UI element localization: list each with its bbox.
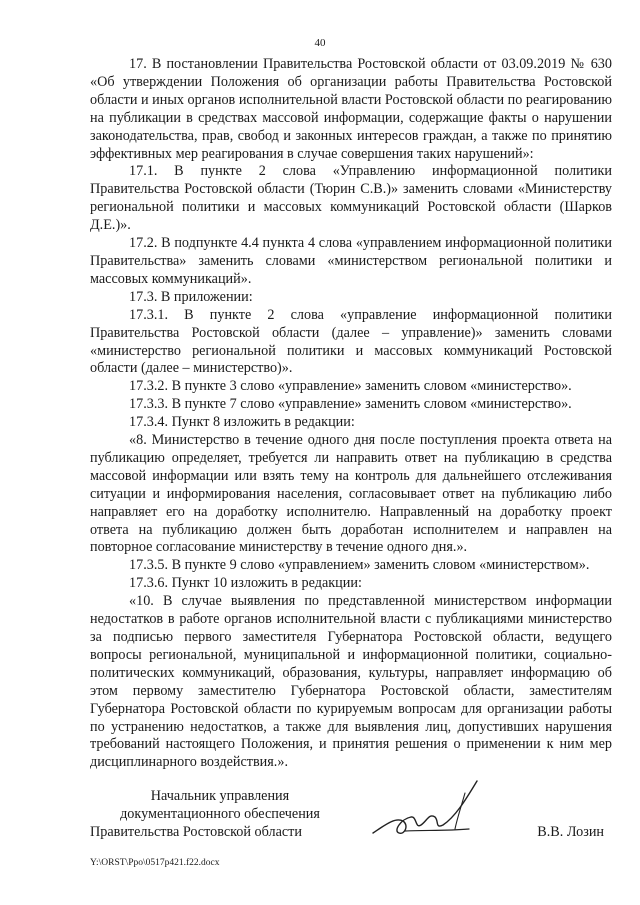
paragraph-17-1: 17.1. В пункте 2 слова «Управлению информационной политики Правительства Ростовской области (Тюрин С.В.)» заменить словами «Министерству региональной политики и массовых коммуникаций Ростовской области (Шарков Д.Е.)». bbox=[90, 163, 612, 234]
signatory-title-line-3: Правительства Ростовской области bbox=[90, 824, 302, 840]
paragraph-17-3: 17.3. В приложении: bbox=[129, 288, 253, 305]
signatory-title-line-2: документационного обеспечения bbox=[120, 806, 320, 822]
paragraph-item-10-text: «10. В случае выявления по представленной министерством информации недостатков в работе органов исполнительной власти с публикациями министерство за подписью первого заместителя Губернатора Ростовской области, ведущего вопросы региональной, муниципальной и информационной политики, социально-политических коммуникаций, образования, культуры, направляет информацию об этом первому заместителю Губернатора Ростовской области, заместителям Губернатора Ростовской области по курируемым вопросам для организации работы по устранению недостатков, а также для выявления лиц, допустивших нарушения требований настоящего Положения, и принятия решения о применении к ним мер дисциплинарного воздействия.». bbox=[90, 593, 612, 771]
paragraph-17-3-5: 17.3.5. В пункте 9 слово «управлением» заменить словом «министерством». bbox=[129, 557, 590, 574]
paragraph-17-3-1: 17.3.1. В пункте 2 слова «управление информационной политики Правительства Ростовской области (далее – управление)» заменить словами «министерство региональной политики и массовых коммуникаций Ростовской области (далее – министерство)». bbox=[90, 306, 612, 377]
page-number: 40 bbox=[314, 37, 326, 49]
document-body bbox=[90, 56, 612, 772]
paragraph-17: 17. В постановлении Правительства Ростовской области от 03.09.2019 № 630 «Об утверждении Положения об организации работы Правительства Ростовской области и иных органов исполнительной власти Ростовской области по реагированию на публикации в средствах массовой информации, содержащие факты о нарушении законодательства, прав, свобод и законных интересов граждан, а также по принятию эффективных мер реагирования в случае совершения таких нарушений»: bbox=[90, 56, 612, 162]
handwritten-signature bbox=[365, 773, 495, 853]
file-path-footer: Y:\ORST\Ppo\0517p421.f22.docx bbox=[90, 858, 220, 868]
paragraph-17-2: 17.2. В подпункте 4.4 пункта 4 слова «управлением информационной политики Правительства» заменить словами «министерством региональной политики и массовых коммуникаций». bbox=[90, 235, 612, 287]
paragraph-17-3-6: 17.3.6. Пункт 10 изложить в редакции: bbox=[129, 575, 362, 592]
signatory-title-line-1: Начальник управления bbox=[150, 788, 290, 804]
signatory-name: В.В. Лозин bbox=[537, 824, 604, 840]
signatory-title bbox=[90, 787, 350, 841]
paragraph-17-3-3: 17.3.3. В пункте 7 слово «управление» заменить словом «министерство». bbox=[129, 396, 572, 413]
paragraph-17-3-2: 17.3.2. В пункте 3 слово «управление» заменить словом «министерство». bbox=[129, 378, 572, 395]
paragraph-17-3-4: 17.3.4. Пункт 8 изложить в редакции: bbox=[129, 414, 355, 431]
paragraph-item-8-text: «8. Министерство в течение одного дня после поступления проекта ответа на публикацию определяет, требуется ли направить ответ на публикацию в средства массовой информации или взять тему на контроль для дальнейшего отслеживания ситуации и информирования населения, согласовывает ответ на публикацию либо направляет его на доработку исполнителю. Направленный на доработку проект ответа на публикацию должен быть доработан исполнителем и направлен на повторное согласование министерству в течение одного дня.». bbox=[90, 432, 612, 556]
